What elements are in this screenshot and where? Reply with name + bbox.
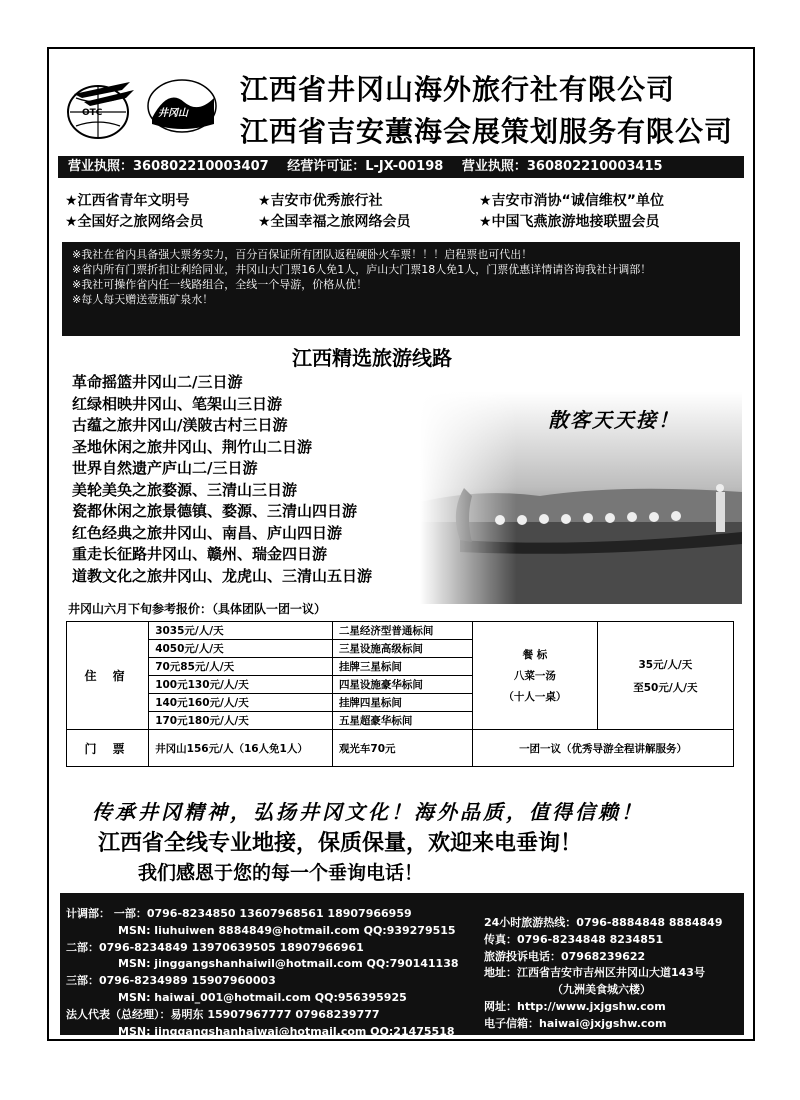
price-caption: 井冈山六月下旬参考报价：（具体团队一团一议） <box>68 602 327 616</box>
contact-line: 24小时旅游热线：0796-8884848 8884849 <box>484 916 723 929</box>
honor-item: ★全国幸福之旅网络会员 <box>258 214 411 230</box>
table-row <box>67 622 734 640</box>
company-logo <box>60 68 220 148</box>
contact-line: 法人代表（总经理）：易明东 15907967777 07968239777 <box>66 1007 380 1021</box>
route-item: 革命摇篮井冈山二/三日游 <box>72 373 243 391</box>
pitch-line-1: 江西省全线专业地接，保质保量，欢迎来电垂询！ <box>98 831 583 856</box>
ticket-car: 观光车70元 <box>332 730 472 767</box>
notice-line: ※我社在省内具备强大票务实力，百分百保证所有团队返程硬卧火车票！！！启程票也可代出！ <box>72 248 533 261</box>
route-list <box>72 372 372 587</box>
lodging-price: 170元180元/人/天 <box>149 712 333 730</box>
contact-line: 地址：江西省吉安市吉州区井冈山大道143号 <box>484 966 705 980</box>
lodging-type: 三星设施高级标间 <box>332 640 472 658</box>
lodging-price: 100元130元/人/天 <box>149 676 333 694</box>
contact-right <box>484 915 744 1033</box>
contact-line: MSN: liuhuiwen 8884849@hotmail.com QQ:939279515 <box>118 923 456 937</box>
meal-price-1: 35元/人/天 <box>638 658 693 671</box>
license-1: 营业执照：360802210003407 <box>68 159 269 174</box>
contact-left <box>66 906 478 1040</box>
lodging-type: 二星经济型普通标间 <box>332 622 472 640</box>
contact-line: MSN: jinggangshanhaiwai@hotmail.com QQ:21475518 <box>118 1024 455 1038</box>
notice-line: ※我社可操作省内任一线路组合，全线一个导游，价格从优！ <box>72 278 368 291</box>
lodging-price: 4050元/人/天 <box>149 640 333 658</box>
logo-text-jgs: 井冈山 <box>158 108 188 119</box>
route-item: 红色经典之旅井冈山、南昌、庐山四日游 <box>72 523 343 542</box>
contact-line: 三部：0796-8234989 15907960003 <box>66 974 276 988</box>
meal-label: 餐 标 <box>522 649 548 661</box>
pitch-line-2: 我们感恩于您的每一个垂询电话！ <box>138 862 424 884</box>
notice-line: ※每人每天赠送壹瓶矿泉水！ <box>72 293 214 306</box>
route-item: 世界自然遗产庐山二/三日游 <box>72 459 258 477</box>
route-item: 美轮美奂之旅婺源、三清山三日游 <box>72 480 298 499</box>
table-row <box>67 730 734 767</box>
contact-line: 计调部： 一部：0796-8234850 13607968561 18907966959 <box>66 907 412 920</box>
lodging-price: 140元160元/人/天 <box>149 694 333 712</box>
license-3: 营业执照：360802210003415 <box>461 159 663 174</box>
lodging-price: 70元85元/人/天 <box>149 658 333 676</box>
route-item: 重走长征路井冈山、赣州、瑞金四日游 <box>72 545 328 563</box>
meal-desc: 八菜一汤 <box>513 670 556 682</box>
honor-item: ★吉安市消协“诚信维权”单位 <box>479 193 664 209</box>
price-table <box>66 621 734 767</box>
company-name-2: 江西省吉安蕙海会展策划服务有限公司 <box>240 115 734 148</box>
route-item: 瓷都休闲之旅景德镇、婺源、三清山四日游 <box>72 502 358 520</box>
notice-line: ※省内所有门票折扣让利给同业，井冈山大门票16人免1人，庐山大门票18人免1人，门票优惠详情请咨询我社计调部！ <box>72 263 652 276</box>
meal-note: （十人一桌） <box>503 691 567 703</box>
honor-item: ★全国好之旅网络会员 <box>65 214 204 230</box>
lodging-label: 住 宿 <box>67 622 149 730</box>
contact-line: MSN: jinggangshanhaiwil@hotmail.com QQ:790141138 <box>118 957 459 971</box>
contact-line: 二部：0796-8234849 13970639505 18907966961 <box>66 940 364 954</box>
company-name-1: 江西省井冈山海外旅行社有限公司 <box>240 73 676 106</box>
route-item: 圣地休闲之旅井冈山、荆竹山二日游 <box>72 437 313 456</box>
license-bar <box>58 156 744 178</box>
contact-line: 电子信箱：haiwai@jxjgshw.com <box>484 1016 667 1030</box>
photo-slogan: 散客天天接！ <box>548 408 680 432</box>
meal-cell <box>473 622 598 730</box>
meal-price-cell <box>597 622 733 730</box>
honor-item: ★江西省青年文明号 <box>65 193 190 209</box>
contact-line: MSN: haiwai_001@hotmail.com QQ:956395925 <box>118 990 407 1004</box>
meal-price-2: 至50元/人/天 <box>633 681 698 694</box>
contact-line: 旅游投诉电话：07968239622 <box>484 949 646 963</box>
license-2: 经营许可证：L-JX-00198 <box>287 159 444 174</box>
honor-item: ★吉安市优秀旅行社 <box>258 193 383 209</box>
ticket-price: 井冈山156元/人（16人免1人） <box>149 730 333 767</box>
honor-item: ★中国飞燕旅游地接联盟会员 <box>479 214 660 230</box>
routes-title: 江西精选旅游线路 <box>292 346 452 370</box>
lodging-type: 四星设施豪华标间 <box>332 676 472 694</box>
ticket-label: 门 票 <box>67 730 149 767</box>
route-item: 红绿相映井冈山、笔架山三日游 <box>72 394 283 413</box>
contact-line: 网址：http://www.jxjgshw.com <box>484 999 666 1013</box>
route-item: 古蕴之旅井冈山/渼陂古村三日游 <box>72 416 288 434</box>
contact-line: 传真：0796-8234848 8234851 <box>484 932 664 946</box>
contact-box <box>60 893 744 1038</box>
notice-box <box>62 242 740 336</box>
lodging-type: 挂牌四星标间 <box>332 694 472 712</box>
lodging-price: 3035元/人/天 <box>149 622 333 640</box>
motto: 传承井冈精神，弘扬井冈文化！海外品质，值得信赖！ <box>92 800 644 824</box>
route-item: 道教文化之旅井冈山、龙虎山、三清山五日游 <box>72 566 373 585</box>
logo-text-otc: OTC <box>82 108 103 118</box>
contact-line: （九洲美食城六楼） <box>552 983 651 997</box>
lodging-type: 五星超豪华标间 <box>332 712 472 730</box>
ticket-note: 一团一议（优秀导游全程讲解服务） <box>473 730 734 767</box>
lodging-type: 挂牌三星标间 <box>332 658 472 676</box>
